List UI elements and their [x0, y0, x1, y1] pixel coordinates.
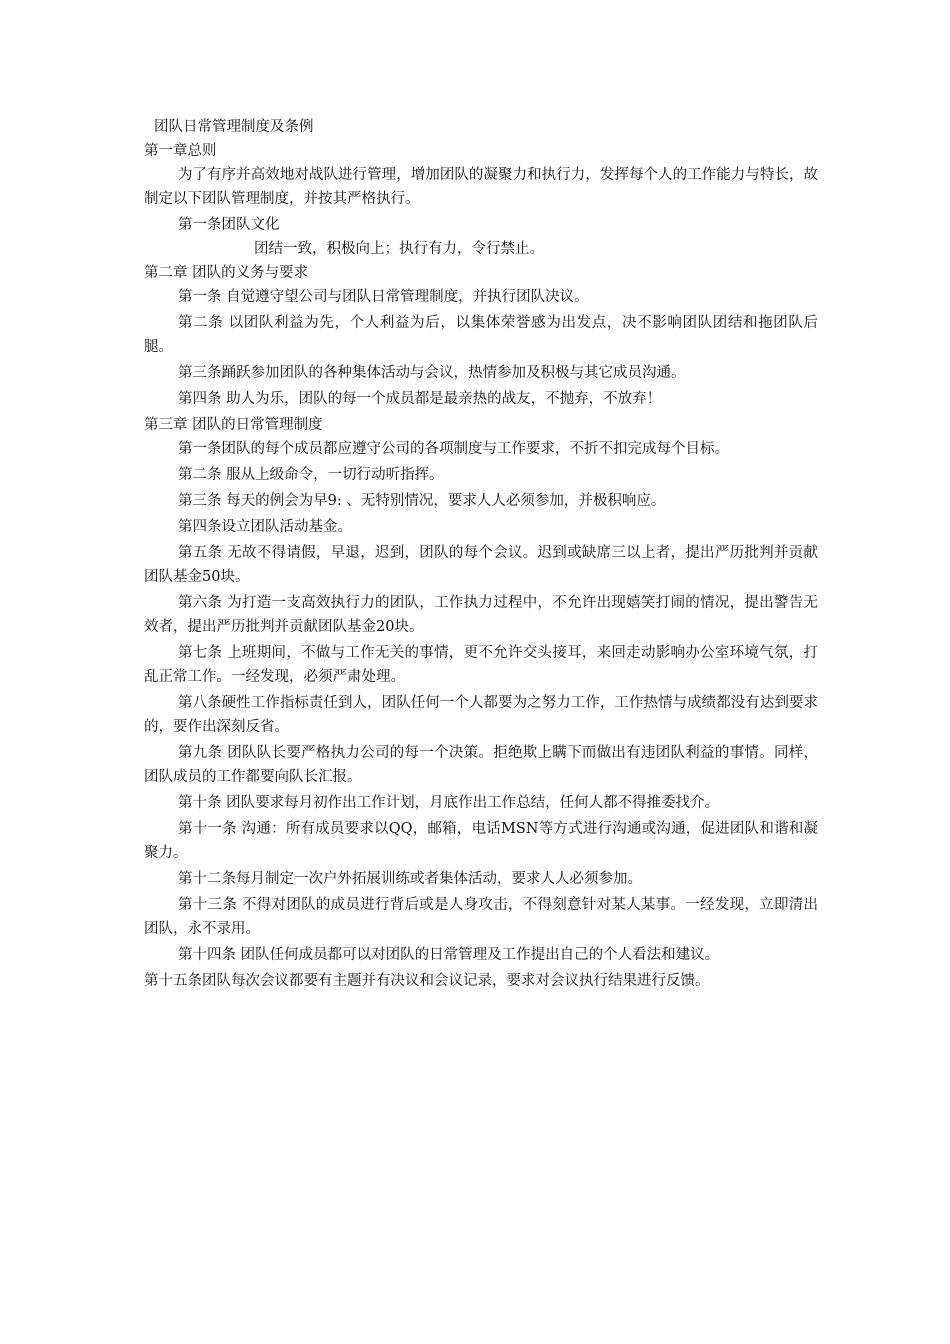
chapter2-article-3: 第三条踊跃参加团队的各种集体活动与会议，热情参加及积极与其它成员沟通。 [178, 365, 686, 381]
chapter3-article-13: 第十三条 不得对团队的成员进行背后或是人身攻击，不得刻意针对某人某事。一经发现，立即清出团队，永不录用。 [144, 897, 818, 937]
chapter3-article-4: 第四条设立团队活动基金。 [178, 519, 352, 535]
chapter1-article1: 第一条团队文化 [178, 217, 280, 233]
chapter2-heading: 第二章 团队的义务与要求 [144, 265, 309, 281]
chapter3-article-11: 第十一条 沟通：所有成员要求以QQ，邮箱，电话MSN等方式进行沟通或沟通，促进团队和谐和凝聚力。 [144, 821, 818, 861]
chapter3-article-5: 第五条 无故不得请假，早退，迟到，团队的每个会议。迟到或缺席三以上者，提出严历批判并贡献团队基金50块。 [144, 545, 818, 585]
chapter3-article-3: 第三条 每天的例会为早9: 、无特别情况，要求人人必须参加，并极积响应。 [178, 493, 666, 509]
chapter3-article-15: 第十五条团队每次会议都要有主题并有决议和会议记录，要求对会议执行结果进行反馈。 [144, 973, 710, 989]
chapter3-article-7: 第七条 上班期间，不做与工作无关的事情，更不允许交头接耳，来回走动影响办公室环境气氛，打乱正常工作。一经发现，必须严肃处理。 [144, 645, 818, 685]
chapter3-article-2: 第二条 服从上级命令，一切行动听指挥。 [178, 467, 444, 483]
chapter3-article-1: 第一条团队的每个成员都应遵守公司的各项制度与工作要求，不折不扣完成每个目标。 [178, 441, 729, 457]
chapter3-article-10: 第十条 团队要求每月初作出工作计划，月底作出工作总结，任何人都不得推委找介。 [178, 795, 720, 811]
chapter3-article-12: 第十二条每月制定一次户外拓展训练或者集体活动，要求人人必须参加。 [178, 871, 642, 887]
document-body [144, 115, 818, 993]
chapter2-article-2: 第二条 以团队利益为先，个人利益为后，以集体荣誉感为出发点，决不影响团队团结和拖团队后腿。 [144, 315, 818, 355]
document-title: 团队日常管理制度及条例 [154, 119, 314, 135]
chapter3-heading: 第三章 团队的日常管理制度 [144, 417, 323, 433]
chapter1-heading: 第一章总则 [144, 143, 217, 159]
chapter1-intro: 为了有序并高效地对战队进行管理，增加团队的凝聚力和执行力，发挥每个人的工作能力与特长，故制定以下团队管理制度，并按其严格执行。 [144, 167, 818, 207]
chapter3-article-9: 第九条 团队队长要严格执力公司的每一个决策。拒绝欺上瞒下而做出有违团队利益的事情。同样，团队成员的工作都要向队长汇报。 [144, 745, 818, 785]
team-motto: 团结一致，积极向上；执行有力，令行禁止。 [254, 241, 544, 257]
chapter3-article-8: 第八条硬性工作指标责任到人，团队任何一个人都要为之努力工作，工作热情与成绩都没有达到要求的，要作出深刻反省。 [144, 695, 818, 735]
chapter2-article-4: 第四条 助人为乐，团队的每一个成员都是最亲热的战友，不抛弃，不放弃！ [178, 391, 662, 407]
chapter3-article-14: 第十四条 团队任何成员都可以对团队的日常管理及工作提出自己的个人看法和建议。 [178, 947, 720, 963]
chapter3-article-6: 第六条 为打造一支高效执行力的团队，工作执力过程中，不允许出现嬉笑打闹的情况，提出警告无效者，提出严历批判并贡献团队基金20块。 [144, 595, 818, 635]
chapter2-article-1: 第一条 自觉遵守望公司与团队日常管理制度，并执行团队决议。 [178, 289, 589, 305]
